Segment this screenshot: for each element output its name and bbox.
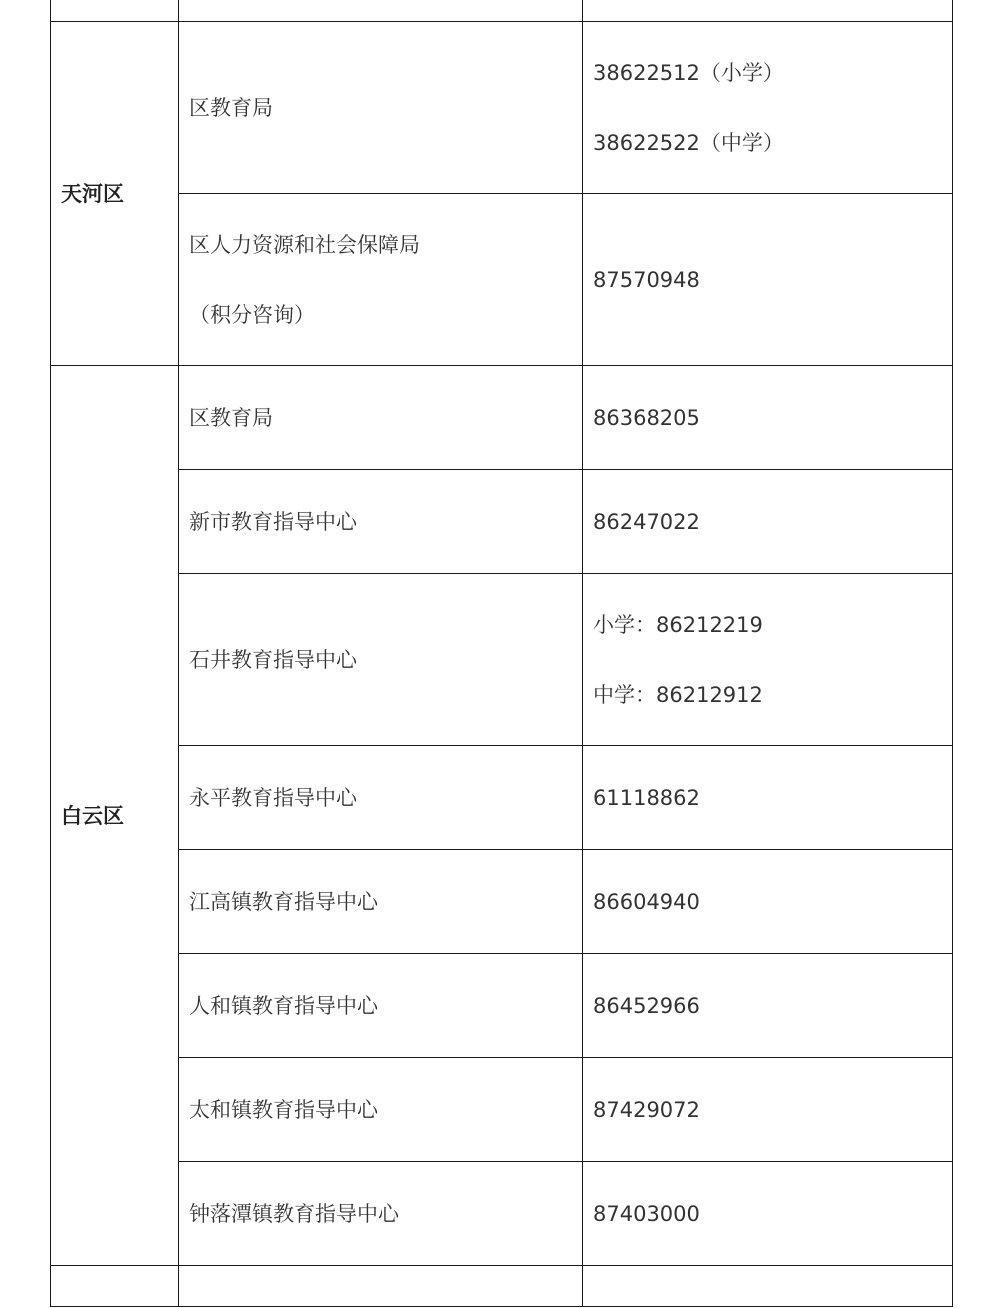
table-row xyxy=(51,1162,953,1266)
table-row xyxy=(51,954,953,1058)
department-cell xyxy=(179,1058,583,1162)
table-cell xyxy=(583,0,953,22)
department-cell xyxy=(179,194,583,366)
phone-cell xyxy=(583,954,953,1058)
phone-number: 87429072 xyxy=(593,1097,700,1122)
phone-number: 87403000 xyxy=(593,1201,700,1226)
table-cell xyxy=(51,0,179,22)
phone-number: 86604940 xyxy=(593,889,700,914)
department-name: 区人力资源和社会保障局 xyxy=(189,232,420,257)
district-cell-tianhe xyxy=(51,22,179,366)
department-cell xyxy=(179,22,583,194)
department-note: （积分咨询） xyxy=(189,302,315,327)
table-row xyxy=(51,850,953,954)
phone-number: 38622522（中学） xyxy=(593,130,784,155)
phone-cell xyxy=(583,194,953,366)
phone-number: 61118862 xyxy=(593,785,700,810)
table-row xyxy=(51,574,953,746)
table-row xyxy=(51,194,953,366)
table-cell xyxy=(179,0,583,22)
district-name: 白云区 xyxy=(61,803,124,828)
table-row xyxy=(51,22,953,194)
table-cell xyxy=(51,1266,179,1307)
district-name: 天河区 xyxy=(61,181,124,206)
table-row xyxy=(51,470,953,574)
phone-cell xyxy=(583,746,953,850)
phone-cell xyxy=(583,470,953,574)
phone-number: 中学：86212912 xyxy=(593,682,763,707)
department-name: 钟落潭镇教育指导中心 xyxy=(189,1201,399,1226)
department-name: 太和镇教育指导中心 xyxy=(189,1097,378,1122)
phone-cell xyxy=(583,1058,953,1162)
table-row xyxy=(51,746,953,850)
phone-cell xyxy=(583,366,953,470)
phone-cell xyxy=(583,850,953,954)
department-cell xyxy=(179,470,583,574)
phone-cell xyxy=(583,22,953,194)
department-name: 区教育局 xyxy=(189,95,273,120)
phone-number: 小学：86212219 xyxy=(593,612,763,637)
phone-number: 86452966 xyxy=(593,993,700,1018)
department-cell xyxy=(179,574,583,746)
department-name: 区教育局 xyxy=(189,405,273,430)
table-row-partial-bottom xyxy=(51,1266,953,1307)
table-row xyxy=(51,366,953,470)
department-name: 新市教育指导中心 xyxy=(189,509,357,534)
contact-table xyxy=(50,0,953,1307)
phone-number: 87570948 xyxy=(593,267,700,292)
phone-number: 86247022 xyxy=(593,509,700,534)
table-cell xyxy=(583,1266,953,1307)
district-cell-baiyun xyxy=(51,366,179,1266)
phone-cell xyxy=(583,1162,953,1266)
table-cell xyxy=(179,1266,583,1307)
department-name: 永平教育指导中心 xyxy=(189,785,357,810)
department-name: 人和镇教育指导中心 xyxy=(189,993,378,1018)
department-name: 石井教育指导中心 xyxy=(189,647,357,672)
table-row-partial-top xyxy=(51,0,953,22)
department-cell xyxy=(179,954,583,1058)
department-cell xyxy=(179,1162,583,1266)
department-cell xyxy=(179,366,583,470)
phone-number: 38622512（小学） xyxy=(593,60,784,85)
department-cell xyxy=(179,746,583,850)
table-row xyxy=(51,1058,953,1162)
department-cell xyxy=(179,850,583,954)
department-name: 江高镇教育指导中心 xyxy=(189,889,378,914)
phone-number: 86368205 xyxy=(593,405,700,430)
phone-cell xyxy=(583,574,953,746)
